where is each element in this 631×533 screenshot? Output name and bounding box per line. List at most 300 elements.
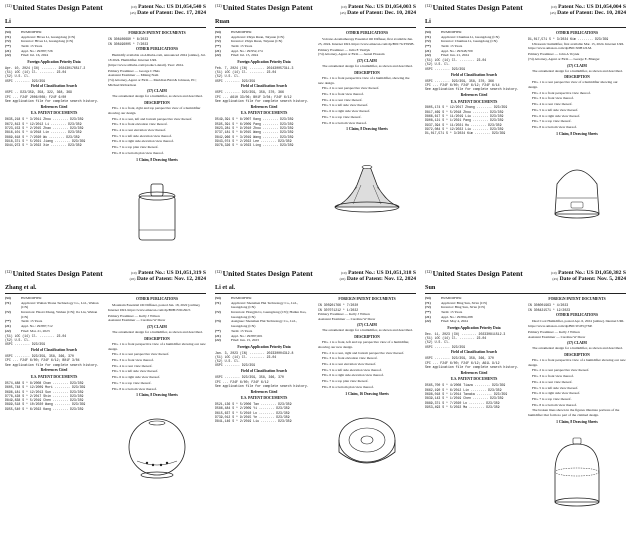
foreign-docs-heading: FOREIGN PATENT DOCUMENTS (338, 297, 396, 302)
patent-sheet (424, 270, 627, 528)
patent-grid (4, 4, 627, 529)
publication-text: Mountain Essential Oil Diffuser, posted Jun. 18, 2022 [online]. Internet URL https://www.amazon.com/dp/B0B1V6G3KT. (108, 303, 201, 313)
reference-row: D739,012 S * 9/2015 Ye ........ D23/359 (215, 415, 290, 420)
patent-number-label: Patent No.: (138, 270, 166, 276)
header-divider (5, 293, 206, 294)
primary-examiner: Primary Examiner — Kelly J Wilson (108, 313, 160, 318)
reference-row: D849,838 S * 5/2019 Chen ........ D23/359 (5, 398, 84, 403)
bibliographic-field (215, 53, 313, 58)
design-figure (318, 400, 416, 480)
patent-columns (425, 296, 626, 526)
inventor-name: Li et al. (215, 283, 236, 291)
patent-title (425, 4, 523, 12)
us-documents-heading: U.S. PATENT DOCUMENTS (30, 111, 78, 116)
right-column (528, 296, 626, 526)
title-code: (12) (5, 4, 12, 8)
field-value: Term: 15 Years (21, 44, 43, 48)
reference-row: D944,973 S * 3/2022 Xie ........ D23/359 (5, 143, 82, 148)
field-value: HUMIDIFIER (21, 295, 42, 300)
field-code: (**) (425, 44, 431, 48)
right-column (108, 296, 206, 526)
claim-heading: (57) CLAIM (357, 323, 377, 328)
reference-row: D972,084 S * 12/2022 Liu ........ D23/359 (425, 127, 504, 132)
patent-date-line (340, 10, 416, 16)
search-line: USPC ........ D23/359, 358, 366, 370 (5, 354, 74, 359)
reference-row: D586,484 S * 2/2009 Yi ........ D23/359 (215, 406, 290, 411)
description-line: FIG. 6 is a right side elevation view thereof. (322, 373, 384, 378)
search-heading: Field of Classification Search (31, 84, 77, 89)
claim-heading: (57) CLAIM (147, 89, 167, 94)
patent-date-line (130, 10, 206, 16)
claim-heading: (57) CLAIM (567, 341, 587, 346)
description-line: FIG. 8 is a bottom view thereof. (532, 124, 577, 129)
search-line: CPC ... F24F 6/00; F24F 6/12; B01F 3/04 (5, 358, 80, 363)
title-text: United States Design Patent (222, 270, 313, 278)
field-value: Filed: Mar. 21, 2023 (21, 328, 50, 333)
description-line: FIG. 1 is a front perspective view of a humidifier, showing the new design. (318, 75, 410, 85)
foreign-docs-heading: FOREIGN PATENT DOCUMENTS (548, 297, 606, 302)
title-text: United States Design Patent (12, 270, 103, 278)
patent-columns (215, 30, 416, 260)
description-line: FIG. 2 is a rear perspective view thereof. (322, 86, 380, 91)
primary-examiner: Primary Examiner — Julia E Vasilyk (318, 47, 370, 52)
design-figure (108, 401, 206, 481)
publication-text: Humidify available on Alibaba.com, announced 2024 (online), Jul. 18 2024. Humidifier. Internet URL (https://www.alibaba.com/product-detail). Year: 2024. (108, 53, 206, 67)
reference-row: D842,966 S * 3/2019 Wang ........ D23/359 (215, 134, 294, 139)
search-line: See application file for complete search history. (215, 383, 309, 388)
description-line: FIG. 8 is a bottom view thereof. (112, 386, 157, 391)
reference-row: D889,618 S * 7/2020 Wu ........ D23/359 (5, 134, 80, 139)
claim-text: The ornamental design for a humidifier, as shown and described. (112, 94, 203, 99)
header-divider (215, 293, 416, 294)
patent-sheet (4, 270, 207, 528)
patent-columns (5, 30, 206, 260)
reference-row: D635,218 S * 3/2011 Zhou ........ D23/359 (5, 117, 84, 122)
references-heading: References Cited (250, 389, 278, 394)
field-value: HUMIDIFIER (231, 295, 252, 300)
claim-text: The ornamental design for a humidifier, as shown and described. (532, 346, 623, 351)
patent-number-code: (10) (130, 5, 137, 9)
patent-number: US D1,054,540 S (166, 4, 206, 10)
description-line: FIG. 5 is a left side elevation view thereof. (112, 133, 172, 138)
description-line: FIG. 7 is a top view thereof. (322, 114, 362, 119)
description-line: FIG. 7 is a top plan view thereof. (322, 379, 369, 384)
reference-row: D521,136 S * 5/2006 Tan ........ D23/359 (215, 402, 292, 407)
reference-row: D549,391 S * 8/2007 Kang ........ D23/359 (215, 117, 294, 122)
description-line: FIG. 1 is a front, right and top perspective view of a humidifier showing our design. (108, 106, 201, 115)
patent-date-code: (45) (339, 277, 346, 282)
patent-date-label: Date of Patent: (559, 276, 596, 283)
description-line: FIG. 3 is a front view thereof. (532, 96, 574, 101)
patent-sheet (214, 270, 417, 528)
reference-row: D615,637 S * 5/2010 Lo ........ D23/359 (215, 410, 290, 415)
foreign-doc-row: CN 308421571 * 12/2023 (528, 307, 571, 312)
description-line: FIG. 2 is a rear perspective view thereof. (112, 352, 170, 357)
reference-row: D1,017,571 S * 3/2024 Kim ........ D23/359 (425, 131, 506, 136)
bibliographic-field (5, 310, 103, 319)
attorney-agent: (74) Attorney, Agent or Firm — Jeenal Hossain (318, 52, 385, 57)
patent-number: US D1,054,004 S (586, 4, 626, 10)
field-code: (**) (215, 44, 221, 48)
patent-date-line (130, 276, 206, 282)
references-heading: References Cited (250, 104, 278, 109)
classification-line: (51) LOC (14) Cl. ........ 23-04 (5, 69, 67, 74)
references-heading: References Cited (460, 370, 488, 375)
foreign-doc-row: CN 305901766 * 7/2020 (318, 303, 359, 308)
bibliographic-field (5, 53, 103, 58)
primary-examiner: Primary Examiner — George C Heis (108, 68, 160, 73)
classification-line: USPC ........ D23/359 (5, 78, 46, 83)
patent-date-code: (45) (549, 11, 556, 16)
right-column (318, 296, 416, 526)
search-line: USPC ........ D23/359, 358, 366, 370 (425, 356, 494, 361)
field-value: Term: 15 Years (441, 310, 463, 314)
patent-title (5, 4, 103, 12)
bibliographic-field (425, 319, 523, 324)
description-line: FIG. 5 is a left side view thereof. (322, 103, 369, 108)
bibliographic-field (215, 310, 313, 319)
patent-date: Nov. 12, 2024 (174, 276, 206, 283)
search-line: CPC ... F24F 6/00; F24F 6/12; A61L 9/12 (425, 360, 500, 365)
description-line: FIG. 7 is a top plan view thereof. (112, 145, 159, 150)
reference-row: D889,371 S * 7/2020 Lo ........ D23/359 (425, 400, 500, 405)
design-figure (318, 135, 416, 215)
patent-date-label: Date of Patent: (137, 10, 174, 17)
field-code: (71) (215, 300, 221, 305)
patent-meta (130, 270, 206, 283)
right-column (108, 30, 206, 260)
patent-number: US D1,051,318 S (376, 270, 416, 276)
field-code: (54) (5, 295, 11, 300)
patent-columns (215, 296, 416, 526)
references-heading: References Cited (460, 93, 488, 98)
patent-number-label: Patent No.: (348, 4, 376, 10)
description-line: FIG. 4 is a rear elevation view thereof. (112, 128, 167, 133)
patent-columns (425, 30, 626, 260)
bibliographic-field (215, 319, 313, 328)
patent-sheet (214, 4, 417, 262)
field-code: (21) (215, 48, 221, 53)
foreign-doc-row: CN 307071212 * 1/2022 (318, 307, 359, 312)
field-value: Applicant: Hivea Li, Guangdong (CN) (21, 34, 76, 39)
description-line: FIG. 3 is a front view thereof. (322, 92, 364, 97)
classification-line: (51) LOC (14) Cl. ........ 23-04 (425, 335, 487, 340)
foreign-doc-row: CN 308106690 * 8/2023 (108, 37, 149, 42)
patent-date-label: Date of Patent: (557, 10, 594, 17)
header-divider (425, 27, 626, 28)
foreign-doc-row: CN 308001963 * 4/2023 (528, 303, 569, 308)
title-text: United States Design Patent (12, 4, 103, 12)
title-text: United States Design Patent (432, 4, 523, 12)
search-line: USPC .. D23/359, 358, 322, 368, 369 (5, 90, 72, 95)
description-line: FIG. 5 is a left side view thereof. (532, 107, 579, 112)
field-code: (71) (5, 300, 11, 305)
design-figure (528, 140, 626, 220)
patent-number-code: (10) (340, 5, 347, 9)
field-code: (**) (425, 310, 431, 314)
title-code: (12) (425, 270, 432, 274)
classification-line: (51) LOC (14) Cl. ........ 23-04 (215, 354, 277, 359)
description-line: FIG. 4 is a rear view thereof. (532, 102, 573, 107)
field-value: Inventor: Chunhua Li, Guangdong (CN) (441, 39, 498, 44)
left-column (215, 296, 313, 526)
search-line: See application file for complete search history. (425, 87, 519, 92)
description-line: FIG. 8 is a bottom plan view thereof. (112, 150, 164, 155)
classification-line: (52) U.S. Cl. (215, 74, 240, 79)
description-line: FIG. 2 is a rear, left and bottom perspective view thereof. (112, 116, 193, 121)
reference-row: D605,748 S * 12/2009 Mori ........ D23/359 (5, 385, 86, 390)
patent-header (425, 270, 626, 283)
other-publications-heading: OTHER PUBLICATIONS (555, 313, 599, 318)
classification-line: USPC ........ D23/359 (5, 342, 46, 347)
description-line: FIG. 1 is a front perspective view of a humidifier showing our new design. (528, 358, 626, 367)
reference-row: D899,518 S * 10/2020 Wang ........ D23/359 (5, 402, 86, 407)
search-line: See application file for complete search history. (425, 365, 519, 369)
reference-row: D839,143 S * 1/2019 Chen ........ D23/359 (425, 396, 504, 401)
attorney-agent: (74) Attorney, Agent or Firm — Meridian Bird & Johnson, PC; Michael Richardson (108, 78, 197, 87)
field-value: Appl. No.: 29/887,712 (21, 324, 53, 329)
patent-date-line (550, 10, 626, 16)
patent-header (5, 4, 206, 17)
description-line: FIG. 4 is a rear elevation view thereof. (322, 361, 377, 366)
classification-line: Apr. 10, 2024 (CN) ........ 202430176517.2 (5, 65, 86, 70)
field-code: (72) (215, 310, 221, 314)
right-column (528, 30, 626, 260)
reference-row: D953,493 S * 5/2022 Ma ........ D23/359 (425, 404, 500, 409)
priority-heading: Foreign Application Priority Data (27, 59, 81, 64)
humidifier-drawing (537, 140, 617, 220)
assistant-examiner: Assistant Examiner — Caroline W Drew (108, 318, 166, 323)
search-heading: Field of Classification Search (451, 72, 497, 77)
description-line: FIG. 3 is a front elevation view thereof. (322, 356, 378, 361)
foreign-docs-heading: OTHER PUBLICATIONS (345, 31, 389, 36)
field-code: (22) (215, 53, 221, 58)
field-code: (54) (425, 295, 431, 300)
field-value: Applicant: Wuhan Titana Technology Co., Ltd., Wuhan (CN) (21, 300, 99, 310)
field-code: (21) (425, 314, 431, 319)
reference-row: D698,018 S * 1/2014 Tanaka ........ D23/359 (425, 391, 508, 396)
field-value: Applicant: Zhiyu Ruan, Taiyuan (CN) (231, 34, 285, 39)
inventor-name: Sun (425, 283, 436, 291)
assistant-examiner: Assistant Examiner — Mileng Nam (108, 73, 159, 78)
description-line: FIG. 4 is a rear view thereof. (532, 379, 573, 384)
classification-line: USPC ........ D23/359 (425, 344, 466, 349)
reference-row: D623,281 S * 9/2010 Zhou ........ D23/359 (215, 125, 294, 130)
publication-text: Ultrasonic humidifier, first available Mar. 15, 2024. Internet URL https://www.amazon.com/dp/B0CX9H12LM. (528, 41, 624, 51)
description-line: FIG. 7 is a top view thereof. (532, 397, 572, 402)
field-value: Appl. No.: 29/948,709 (441, 48, 473, 53)
description-line: FIG. 6 is a right side view thereof. (532, 391, 581, 396)
primary-examiner: Primary Examiner — Kelly J Wilson (528, 329, 580, 334)
field-value: Inventor: Bing Sun, Xi'an (CN) (441, 305, 486, 310)
patent-date-code: (45) (339, 11, 346, 16)
patent-title (5, 270, 103, 278)
description-heading: DESCRIPTION (564, 75, 590, 80)
search-line: USPC ........ D23/359, 358, 370, 366 (425, 78, 494, 83)
description-line: FIG. 5 is a left side view thereof. (112, 369, 159, 374)
field-code: (22) (425, 319, 431, 324)
description-line: FIG. 7 is a top view thereof. (532, 119, 572, 124)
foreign-docs-heading: OTHER PUBLICATIONS (555, 31, 599, 36)
description-heading: DESCRIPTION (354, 335, 380, 340)
field-code: (22) (5, 328, 11, 333)
inventor-name: Zhang et al. (5, 283, 37, 291)
patent-meta (551, 270, 626, 283)
field-code: (54) (5, 29, 11, 34)
design-figure (108, 166, 206, 246)
field-code: (22) (425, 53, 431, 58)
us-documents-heading: U.S. PATENT DOCUMENTS (450, 377, 498, 382)
title-code: (12) (5, 270, 12, 274)
us-documents-heading: U.S. PATENT DOCUMENTS (240, 111, 288, 116)
field-value: Inventor: Zhiyu Ruan, Taiyuan (CN) (231, 39, 283, 44)
reference-row: D565,700 S * 4/2008 Tiaza ........ D23/359 (425, 383, 506, 388)
title-text: United States Design Patent (222, 4, 313, 12)
drawing-sheets-note: 1 Claim, 8 Drawing Sheets (136, 157, 178, 162)
patent-number-label: Patent No.: (558, 4, 586, 10)
patent-date-label: Date of Patent: (347, 10, 384, 17)
patent-header (5, 270, 206, 283)
patent-date-label: Date of Patent: (346, 276, 383, 283)
field-value: Term: 15 Years (231, 328, 253, 333)
reference-row: D955,540 S * 6/2022 Kang ........ D23/359 (5, 406, 84, 411)
field-code: (54) (215, 29, 221, 34)
field-code: (21) (215, 333, 221, 338)
patent-number-code: (10) (130, 271, 137, 275)
field-value: Term: 15 Years (21, 319, 43, 324)
reference-row: D816,101 S * 4/2018 Lin ........ D23/359 (5, 130, 82, 135)
humidifier-drawing (327, 400, 407, 480)
search-line: See application file for complete search history. (215, 99, 309, 103)
us-documents-heading: U.S. PATENT DOCUMENTS (240, 396, 288, 401)
claim-heading: (57) CLAIM (357, 59, 377, 64)
reference-row: D805,174 S * 12/2017 Zhang ........ D23/359 (425, 105, 508, 110)
field-value: Applicant: Bing Sun, Xi'an (CN) (441, 300, 488, 305)
humidifier-drawing (327, 135, 407, 215)
classification-line: USPC ........ D23/359 (425, 66, 466, 71)
description-line: FIG. 8 is a bottom view thereof. (532, 402, 577, 407)
us-documents-heading: U.S. PATENT DOCUMENTS (30, 374, 78, 379)
field-value: Filed: Jun. 15, 2023 (231, 338, 259, 343)
design-figure (528, 428, 626, 508)
patent-title (215, 4, 313, 12)
reference-row: D918,371 S * 5/2021 Jiang ........ D23/359 (5, 138, 86, 143)
classification-line: (52) U.S. Cl. (425, 62, 450, 67)
reference-row: D908,121 S * 1/2021 Pang ........ D23/359 (425, 118, 504, 123)
description-line: FIG. 3 is a front elevation view thereof. (112, 122, 168, 127)
classification-line: Dec. 11, 2023 (CN) ........ 202330811512.3 (425, 331, 506, 336)
publication-text: Volcano Aromatherapy Essential Oil Diffuser, first available Jun. 25, 2024. Internet URL https://www.amazon.com/dp/B0C7GTS9SB. (318, 37, 415, 47)
description-heading: DESCRIPTION (354, 70, 380, 75)
reference-row: D662,190 S * 6/2012 Lin ........ D23/359 (425, 387, 502, 392)
title-code: (12) (215, 270, 222, 274)
inventor-name: Ruan (215, 17, 230, 25)
header-divider (5, 27, 206, 28)
description-line: FIG. 3 is a front view thereof. (532, 374, 574, 379)
description-line: FIG. 4 is a rear view thereof. (322, 97, 363, 102)
classification-line: (51) LOC (14) Cl. ........ 23-04 (425, 58, 487, 63)
field-code: (21) (425, 48, 431, 53)
patent-date-code: (45) (552, 277, 559, 282)
classification-line: (52) U.S. Cl. (5, 74, 30, 79)
field-value: Appl. No.: 29/894,288 (441, 314, 473, 319)
patent-meta (550, 4, 626, 17)
foreign-docs-heading: OTHER PUBLICATIONS (135, 297, 179, 302)
patent-title (215, 270, 313, 278)
field-code: (73) (215, 319, 221, 324)
field-code: (71) (425, 300, 431, 305)
patent-number: US D1,051,319 S (166, 270, 206, 276)
classification-line: (52) U.S. Cl. (5, 337, 30, 342)
attorney-agent: (74) Attorney, Agent or Firm — George E. Blanger (528, 56, 600, 61)
humidifier-drawing (117, 166, 197, 246)
classification-line: (52) U.S. Cl. (425, 340, 450, 345)
assistant-examiner: Assistant Examiner — Caroline W Drew (528, 334, 586, 339)
description-line: FIG. 1 is a front, left and top perspective view of a humidifier, showing our new design. (318, 340, 410, 349)
publication-text: Dual Cool Humidifier, posted Apr. 6, 2024 [online]. Internet URL https://www.amazon.com/dp/B0CW4YQ7XP. (528, 319, 625, 329)
description-line: FIG. 1 is a rear perspective view of a humidifier showing our design. (528, 80, 618, 89)
drawing-sheets-note: 1 Claim, 8 Drawing Sheets (346, 127, 388, 132)
field-code: (54) (425, 29, 431, 34)
claim-text: The ornamental design for a humidifier, as shown and described. (532, 68, 623, 73)
search-line: See application file for complete search history. (5, 99, 99, 103)
field-code: (72) (425, 305, 431, 310)
us-documents-heading: U.S. PATENT DOCUMENTS (450, 99, 498, 104)
field-value: Inventors: Hongjin Li, Guangdong (CN); Hailun Jiao, Guangdong (CN) (231, 310, 307, 319)
drawing-sheets-note: 1 Claim, 8 Drawing Sheets (556, 419, 598, 424)
primary-examiner: Primary Examiner — John A Voytek (528, 52, 580, 57)
patent-date-line (340, 276, 416, 282)
inventor-name: Li (5, 17, 11, 25)
patent-number-code: (10) (550, 5, 557, 9)
description-line: The broken lines shown in the figures illustrate portions of the humidifier that form no part of the claimed design. (528, 408, 620, 418)
description-line: FIG. 4 is a rear view thereof. (112, 363, 153, 368)
left-column (425, 296, 523, 526)
patent-date: Nov. 12, 2024 (384, 276, 416, 283)
field-code: (72) (5, 39, 11, 44)
patent-meta (340, 4, 416, 17)
description-line: FIG. 5 is a left side elevation view thereof. (322, 367, 382, 372)
description-heading: DESCRIPTION (144, 336, 170, 341)
search-line: USPC ........ D23/359, 358, 366, 370 (215, 375, 284, 380)
patent-date-label: Date of Patent: (136, 276, 173, 283)
patent-date-line (551, 276, 626, 282)
search-line: CPC ... F24F 6/00; F24F 6/12 (215, 379, 269, 384)
inventor-name: Li (425, 17, 431, 25)
description-heading: DESCRIPTION (144, 101, 170, 106)
description-line: FIG. 6 is a right side view thereof. (322, 109, 371, 114)
description-line: FIG. 3 is a front view thereof. (112, 358, 154, 363)
drawing-sheets-note: 1 Claim, 8 Drawing Sheets (136, 393, 178, 398)
priority-heading: Foreign Application Priority Data (447, 325, 501, 330)
patent-header (215, 270, 416, 283)
field-value: Appl. No.: 29/887,601 (231, 333, 263, 338)
reference-row: D943,074 S * 2/2022 Lee ........ D23/359 (215, 138, 292, 143)
foreign-doc-row: CN 308196005 * 7/2023 (108, 41, 149, 46)
claim-text: The ornamental design for a humidifier, as shown and described. (322, 328, 413, 333)
title-code: (12) (425, 4, 432, 8)
search-line: CPC ... F24F 2006/008; F24F 6/00 (5, 94, 67, 99)
field-code: (**) (5, 44, 11, 48)
reference-row: D866,617 S * 11/2019 Liu ........ D23/359 (425, 114, 504, 119)
patent-meta (340, 270, 416, 283)
field-code: (71) (425, 34, 431, 39)
patent-columns (5, 296, 206, 526)
claim-text: The ornamental design for a humidifier, as shown and described. (322, 64, 413, 69)
assistant-examiner: Assistant Examiner — Caroline W Drew (318, 316, 376, 321)
title-text: United States Design Patent (432, 270, 523, 278)
description-line: FIG. 2 is a front perspective view thereof. (532, 90, 591, 95)
